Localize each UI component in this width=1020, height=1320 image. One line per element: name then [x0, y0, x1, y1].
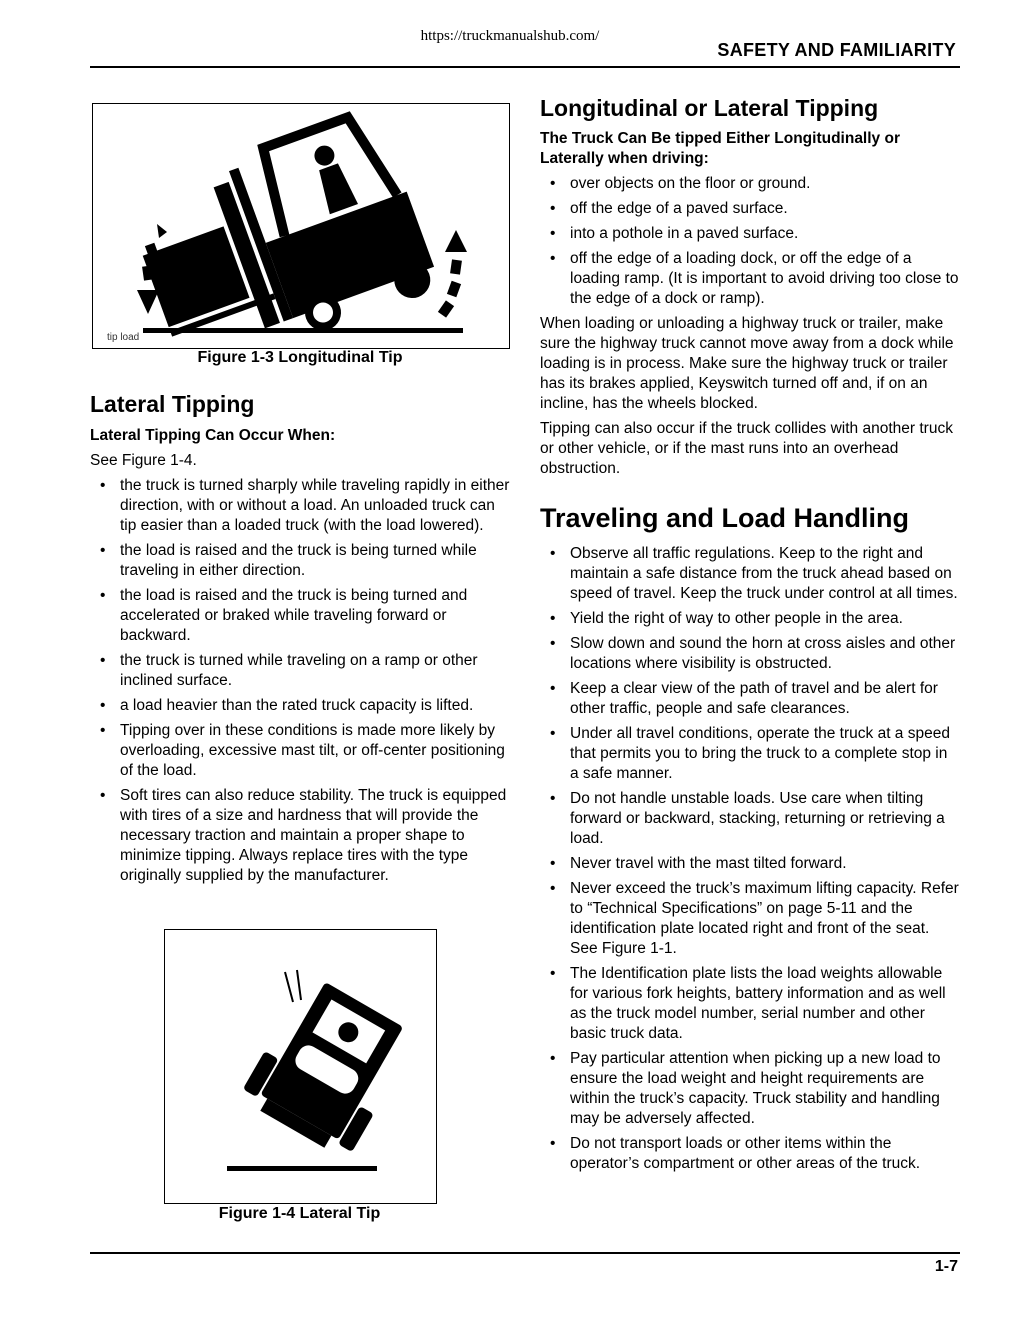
- list-item: • Under all travel conditions, operate the truck at a speed that permits you to bring the truck to a complete stop in a safe manner.: [540, 724, 960, 784]
- list-item: • Yield the right of way to other people in the area.: [540, 609, 960, 629]
- list-item: • Never travel with the mast tilted forward.: [540, 854, 960, 874]
- lateral-tip-illustration: [165, 930, 436, 1203]
- loading-paragraph: When loading or unloading a highway truck or trailer, make sure the highway truck cannot move away from a dock while loading is in process. Make sure the highway truck or trailer has its brakes applied, Keyswitch turned off and, if on an incline, has the wheels blocked.: [540, 315, 954, 412]
- lateral-tipping-heading: Lateral Tipping: [90, 391, 255, 417]
- list-item: • Never exceed the truck’s maximum lifting capacity. Refer to “Technical Specifications” on page 5-11 and the identification plate located right and front of the seat. See Figure 1-1.: [540, 879, 960, 959]
- list-item: • Do not handle unstable loads. Use care when tilting forward or backward, stacking, returning or retrieving a load.: [540, 789, 960, 849]
- longitudinal-tipping-subheading: The Truck Can Be tipped Either Longitudinally or Laterally when driving:: [540, 130, 900, 167]
- list-item: • Keep a clear view of the path of travel and be alert for other traffic, people and safe clearances.: [540, 679, 960, 719]
- footer-rule: [90, 1252, 960, 1254]
- list-item: • the load is raised and the truck is being turned and accelerated or braked while traveling forward or backward.: [90, 586, 510, 646]
- list-item: • into a pothole in a paved surface.: [540, 224, 960, 244]
- figure-1-3-caption: Figure 1-3 Longitudinal Tip: [197, 349, 403, 366]
- header-rule: [90, 66, 960, 68]
- list-item: • a load heavier than the rated truck capacity is lifted.: [90, 696, 510, 716]
- source-url: https://truckmanualshub.com/: [420, 28, 600, 44]
- traveling-list: [540, 544, 960, 1179]
- figure-1-4-caption: Figure 1-4 Lateral Tip: [218, 1205, 381, 1222]
- lateral-tipping-list: [90, 476, 510, 891]
- list-item: • Do not transport loads or other items within the operator’s compartment or other areas of the truck.: [540, 1134, 960, 1174]
- list-item: • off the edge of a paved surface.: [540, 199, 960, 219]
- list-item: • the load is raised and the truck is being turned while traveling in either direction.: [90, 541, 510, 581]
- list-item: • Pay particular attention when picking up a new load to ensure the load weight and height requirements are within the truck’s capacity. Truck stability and handling may be adversely affected.: [540, 1049, 960, 1129]
- list-item: • over objects on the floor or ground.: [540, 174, 960, 194]
- collision-paragraph: Tipping can also occur if the truck collides with another truck or other vehicle, or if the mast runs into an overhead obstruction.: [540, 420, 953, 477]
- page-number: 1-7: [934, 1258, 958, 1275]
- see-figure-reference: See Figure 1-4.: [90, 452, 197, 469]
- list-item: • Observe all traffic regulations. Keep to the right and maintain a safe distance from the truck ahead based on speed of travel. Keep the truck under control at all times.: [540, 544, 960, 604]
- figure-longitudinal-tip: [92, 103, 510, 349]
- tip-load-label: tip load: [107, 332, 140, 343]
- figure-lateral-tip: [164, 929, 437, 1204]
- traveling-heading: Traveling and Load Handling: [540, 503, 910, 533]
- list-item: • the truck is turned sharply while traveling rapidly in either direction, with or without a load. An unloaded truck can tip easier than a loaded truck (with the load lowered).: [90, 476, 510, 536]
- list-item: • Slow down and sound the horn at cross aisles and other locations where visibility is obstructed.: [540, 634, 960, 674]
- list-item: • Soft tires can also reduce stability. The truck is equipped with tires of a size and hardness that will provide the necessary traction and maintain a proper shape to minimize tipping. Always replace tires with the type originally supplied by the manufacturer.: [90, 786, 510, 886]
- list-item: • the truck is turned while traveling on a ramp or other inclined surface.: [90, 651, 510, 691]
- list-item: • Tipping over in these conditions is made more likely by overloading, excessive mast tilt, or off-center positioning of the load.: [90, 721, 510, 781]
- longitudinal-tipping-heading: Longitudinal or Lateral Tipping: [540, 95, 879, 121]
- list-item: • off the edge of a loading dock, or off the edge of a loading ramp. (It is important to avoid driving too close to the edge of a dock or ramp).: [540, 249, 960, 309]
- longitudinal-tipping-list: [540, 174, 960, 314]
- lateral-tipping-subheading: Lateral Tipping Can Occur When:: [90, 427, 336, 444]
- section-title: SAFETY AND FAMILIARITY: [717, 40, 956, 60]
- list-item: • The Identification plate lists the load weights allowable for various fork heights, battery information and as well as the truck model number, serial number and other basic truck data.: [540, 964, 960, 1044]
- longitudinal-tip-illustration: [93, 104, 509, 348]
